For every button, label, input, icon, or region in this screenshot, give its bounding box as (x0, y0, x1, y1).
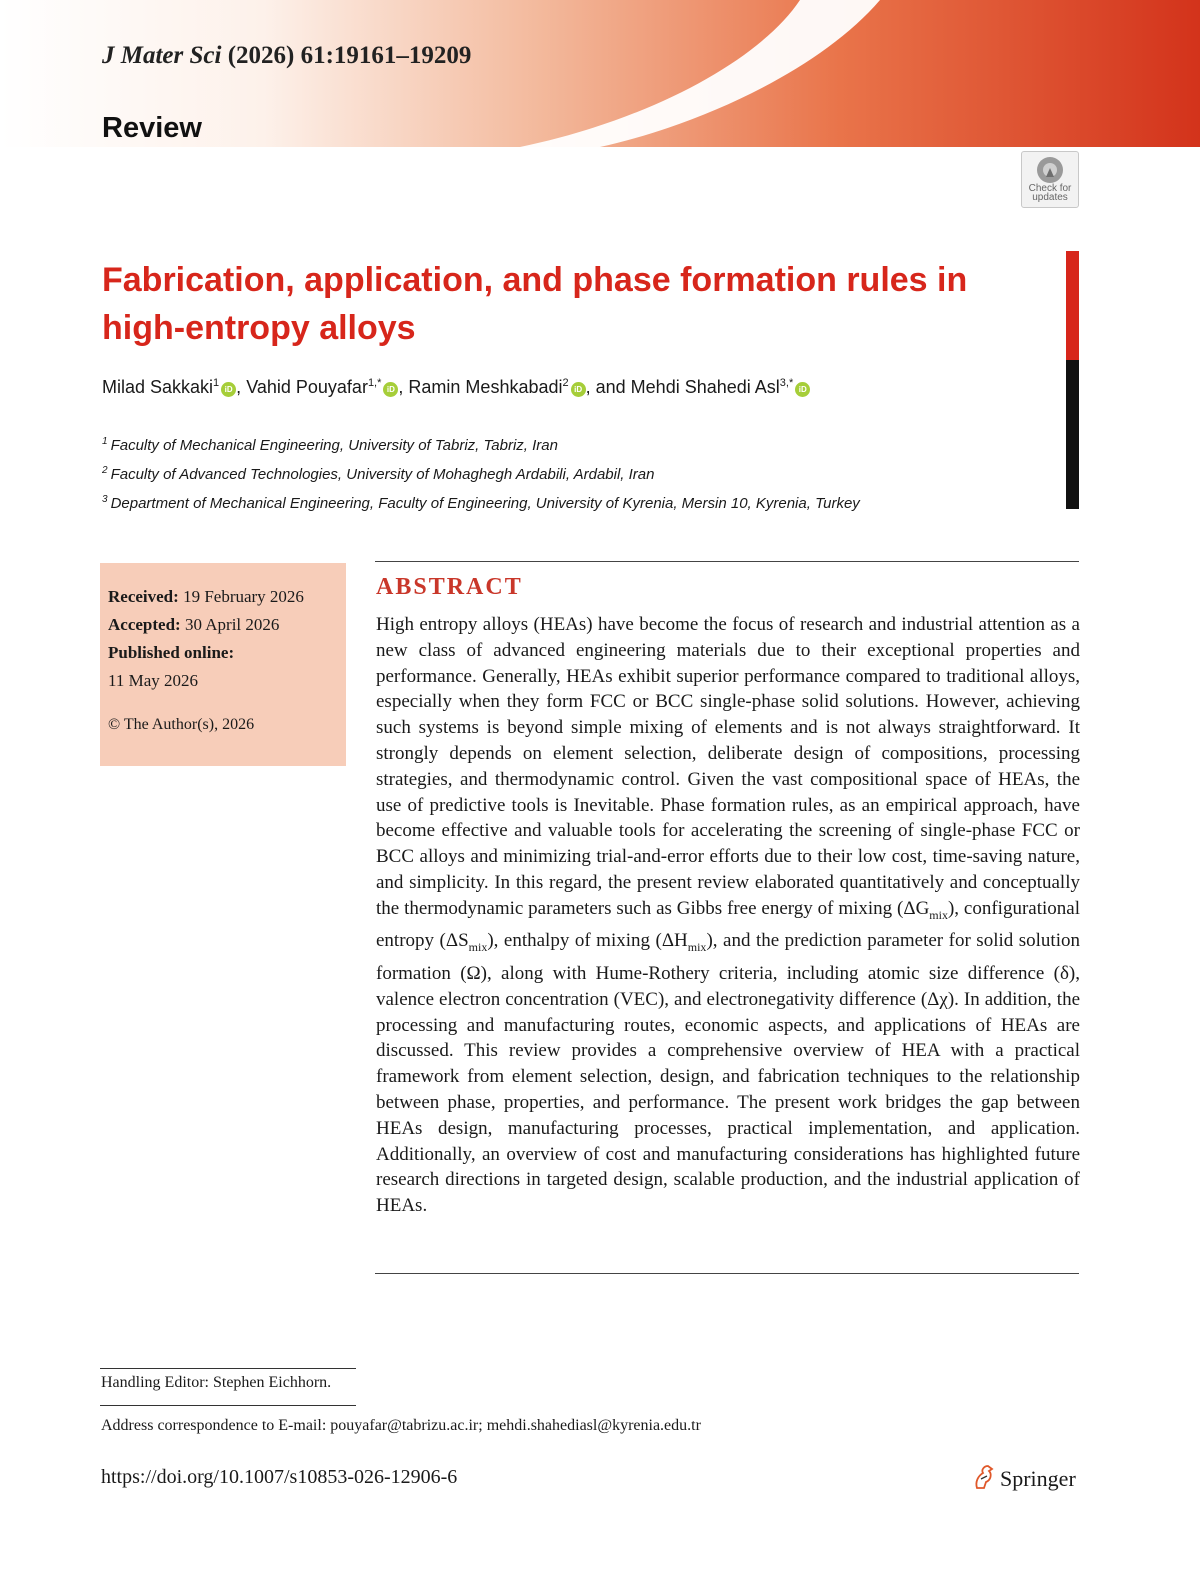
springer-horse-icon (972, 1464, 996, 1490)
copyright-notice: © The Author(s), 2026 (108, 716, 255, 733)
author-affiliation-mark: 2 (562, 377, 569, 389)
author-name: Milad Sakkaki (102, 377, 214, 397)
affiliation-item: $^2$ Faculty of Advanced Technologies, University of Mohaghegh Ardabili, Ardabil, Iran (102, 465, 655, 483)
author-separator: , (236, 377, 247, 397)
affiliations (102, 429, 860, 516)
handling-editor: Handling Editor: Stephen Eichhorn. (101, 1374, 332, 1391)
side-accent-bar-black (1066, 360, 1079, 509)
check-updates-line1: Check for (1028, 183, 1072, 194)
footnote-rule-1 (100, 1368, 356, 1369)
correspondence-address: Address correspondence to E-mail: pouyafar@tabrizu.ac.ir; mehdi.shahediasl@kyrenia.edu.tr (101, 1417, 701, 1434)
article-dates-box (100, 563, 346, 766)
author-affiliation-mark: 1,* (367, 377, 382, 389)
doi-link[interactable]: https://doi.org/10.1007/s10853-026-12906-6 (101, 1466, 458, 1488)
orcid-icon[interactable]: iD (571, 382, 586, 397)
orcid-icon[interactable]: iD (383, 382, 398, 397)
check-updates-icon (1035, 155, 1065, 185)
article-title: Fabrication, application, and phase formation rules in high-entropy alloys (102, 261, 968, 347)
check-for-updates-badge[interactable] (1021, 151, 1079, 208)
published-date: 11 May 2026 (108, 671, 199, 690)
received-date: Received: 19 February 2026 (108, 587, 304, 606)
author-list (102, 377, 810, 398)
side-accent-bar-red (1066, 251, 1079, 360)
affiliation-item: $^1$ Faculty of Mechanical Engineering, University of Tabriz, Tabriz, Iran (102, 436, 558, 454)
orcid-icon[interactable]: iD (795, 382, 810, 397)
orcid-icon[interactable]: iD (221, 382, 236, 397)
affiliation-item: $^3$ Department of Mechanical Engineering, Faculty of Engineering, University of Kyrenia, Mersin 10, Kyrenia, Turkey (102, 494, 860, 512)
author-separator: , (398, 377, 409, 397)
abstract-heading: ABSTRACT (376, 574, 523, 600)
footnote-rule-2 (100, 1405, 356, 1406)
abstract-body: High entropy alloys (HEAs) have become the focus of research and industrial attention as a new class of advanced engineering materials due to their exceptional properties and performance. Generally, HEAs exhibit superior performance compared to traditional alloys, especially when they form FCC or BCC single-phase solid solutions. However, achieving such systems is beyond simple mixing of elements and is not always straightforward. It strongly depends on element selection, deliberate design of compositions, processing strategies, and thermodynamic control. Given the vast compositional space of HEAs, the use of predictive tools is Inevitable. Phase formation rules, as an empirical approach, have become effective and valuable tools for accelerating the screening of single-phase FCC or BCC alloys and minimizing trial-and-error efforts due to their low cost, time-saving nature, and simplicity. In this regard, the present review elaborated quantitatively and conceptually the thermodynamic parameters such as Gibbs free energy of mixing $(\Delta G_{mix})$, configurational entropy $(\Delta S_{mix})$, enthalpy of mixing $(\Delta H_{mix})$, and the prediction parameter for solid solution formation (Ω), along with Hume-Rothery criteria, including atomic size difference (δ), valence electron concentration (VEC), and electronegativity difference (Δχ). In addition, the processing and manufacturing routes, economic aspects, and applications of HEAs are discussed. This review provides a comprehensive overview of HEA with a practical framework from element selection, design, and fabrication techniques to the relationship between phase, properties, and performance. The present work bridges the gap between HEAs design, manufacturing processes, practical implementation, and application. Additionally, an overview of cost and manufacturing considerations has highlighted future research directions in targeted design, scalable production, and the industrial application of HEAs. (376, 614, 1080, 1217)
author-name: Ramin Meshkabadi (408, 377, 563, 397)
publisher-logo: Springer (972, 1464, 1076, 1492)
published-label: Published online: (108, 643, 235, 662)
accepted-date: Accepted: 30 April 2026 (108, 615, 280, 634)
author-affiliation-mark: 3,* (779, 377, 794, 389)
journal-citation: J Mater Sci (2026) 61:19161–19209 (102, 42, 472, 69)
author-affiliation-mark: 1 (213, 377, 220, 389)
article-type-label: Review (102, 112, 202, 144)
author-separator: , and (585, 377, 631, 397)
abstract-bottom-rule (375, 1273, 1079, 1274)
check-updates-line2: updates (1032, 192, 1068, 203)
author-name: Vahid Pouyafar (246, 377, 368, 397)
author-name: Mehdi Shahedi Asl (630, 377, 780, 397)
abstract-top-rule (375, 561, 1079, 562)
